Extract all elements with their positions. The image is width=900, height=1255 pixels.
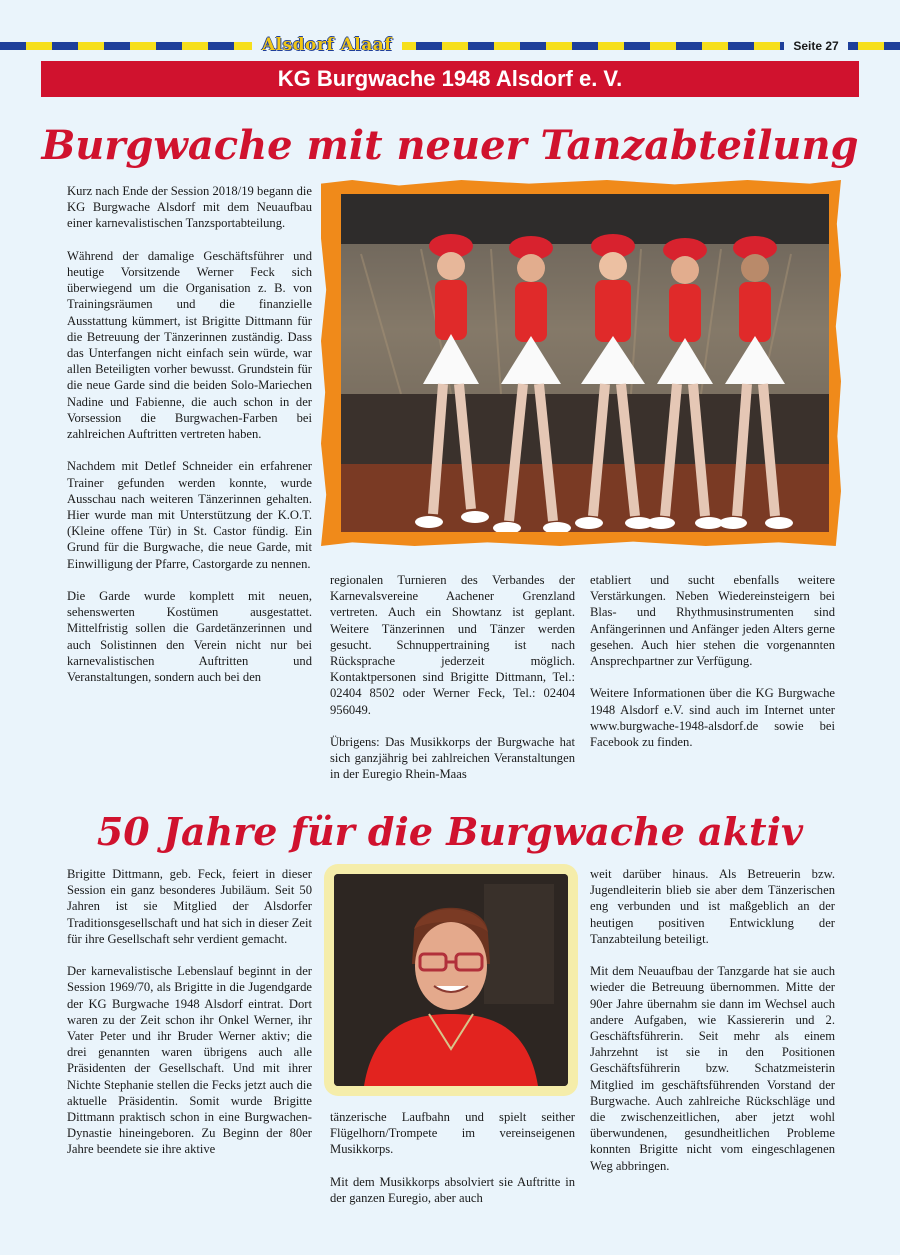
article1-paragraph: Während der damalige Geschäftsführer und heutige Vorsitzende Werner Feck sich überwiegend um die Organisation z. B. von Trainingsräumen und die finanzielle Ausstattung kümmert, ist Brigitte Dittmann für die Betreuung der Tänzerinnen zuständig. Dass das Unterfangen nicht einfach sein würde, war allen Beteiligten vorher bewusst. Grundstein für die neue Garde sind die beiden Solo-Mariechen Nadine und Fabienne, die auch schon in der Vorsession die Burgwachen-Farben bei zahlreichen Auftritten vertreten haben. [67,248,312,442]
photo-portrait [334,874,568,1086]
article1-paragraph: Die Garde wurde komplett mit neuen, sehenswerten Kostümen ausgestattet. Mittelfristig sollen die Gardetänzerinnen und auch Solistinnen den Verein nicht nur bei karnevalistischen Auftritten und Veranstaltungen, sondern auch bei den [67,589,312,685]
article1-column-2 [330,572,575,799]
article1-paragraph: Kurz nach Ende der Session 2018/19 begann die KG Burgwache Alsdorf mit dem Neuaufbau einer karnevalistischen Tanzsportabteilung. [67,184,312,231]
article2-paragraph: weit darüber hinaus. Als Betreuerin bzw. Jugendleiterin blieb sie aber dem Tänzerischen eng verbunden und ist maßgeblich an der heutigen positiven Entwicklung der Tanzabteilung beteiligt. [590,867,835,946]
dancers-illustration [341,194,829,532]
magazine-logo: Alsdorf Alaaf [252,34,402,56]
article1-paragraph: Nachdem mit Detlef Schneider ein erfahrener Trainer gefunden werden konnte, wurde Ausschau nach weiteren Tänzerinnen gehalten. Hier wurde man mit Unterstützung der K.O.T. (Kleine offene Tür) in St. Castor fündig. Ein Grund für die Burgwache, die neue Garde, mit Einwilligung der Pfarre, Castorgarde zu nennen. [67,459,312,571]
article2-paragraph: Der karnevalistische Lebenslauf beginnt in der Session 1969/70, als Brigitte in die Jugendgarde der KG Burgwache 1948 Alsdorf eintrat. Dort waren zu der Zeit schon ihr Onkel Werner, ihr Vater Peter und ihr Bruder Werner aktiv; die drei genannten waren übrigens auch alle Präsidenten der Gesellschaft. Und mit ihrer Nichte Stephanie stellen die Fecks jetzt auch die aktuelle Präsidentin. Somit wurde Brigitte Dittmann praktisch schon in eine Burgwachen-Dynastie hineingeboren. Zu Beginn der 80er Jahre beendete sie ihre aktive [67,964,312,1157]
article1-paragraph: Weitere Informationen über die KG Burgwache 1948 Alsdorf e.V. sind auch im Internet unter www.burgwache-1948-alsdorf.de sowie bei Facebook zu finden. [590,686,835,750]
article1-column-3 [590,572,835,766]
article2-column-3 [590,866,835,1190]
article2-paragraph: Mit dem Musikkorps absolviert sie Auftritte in der ganzen Euregio, aber auch [330,1174,575,1205]
article2-column-2 [330,1109,575,1222]
article2-paragraph: Mit dem Neuaufbau der Tanzgarde hat sie auch wieder die Betreuung übernommen. Mitte der 90er Jahre übernahm sie dann im Wechsel auch andere Aufgaben, wie Kassiererin und 2. Geschäftsführerin. Seit mehr als einem Jahrzehnt ist sie in den Positionen Geschäftsführerin bzw. Schatzmeisterin Mitglied im geschäftsführenden Vorstand der Burgwache. Auch zahlreiche Rückschläge und die zwischenzeitlichen, aber jetzt wohl überwundenen, gesundheitlichen Probleme konnten Brigitte nicht vom eingeschlagenen Weg abbringen. [590,964,835,1173]
article1-paragraph: regionalen Turnieren des Verbandes der Karnevalsvereine Aachener Grenzland vertreten. Auch ein Showtanz ist geplant. Weitere Tänzerinnen und Tänzer werden gesucht. Schnuppertraining ist nach Rücksprache jederzeit möglich. Kontaktpersonen sind Brigitte Dittmann, Tel.: 02404 8502 oder Werner Feck, Tel.: 02404 956049. [330,573,575,717]
article2-column-1 [67,866,312,1174]
portrait-illustration [334,874,568,1086]
article1-paragraph: Übrigens: Das Musikkorps der Burgwache hat sich ganzjährig bei zahlreichen Veranstaltungen in der Euregio Rhein-Maas [330,735,575,782]
page-number: Seite 27 [784,36,848,56]
article1-paragraph: etabliert und sucht ebenfalls weitere Verstärkungen. Neben Wiedereinsteigern bei Blas- und Rhythmusinstrumenten sind Anfängerinnen und Anfänger jeden Alters gerne gesehen. Auch hier stehen die vorgenannten Ansprechpartner zur Verfügung. [590,573,835,669]
article1-title: Burgwache mit neuer Tanzabteilung [41,122,859,169]
article2-title: 50 Jahre für die Burgwache aktiv [96,809,804,854]
article2-paragraph: Brigitte Dittmann, geb. Feck, feiert in dieser Session ein ganz besonderes Jubiläum. Seit 50 Jahren ist sie Mitglied der Alsdorfer Traditionsgesellschaft und hat sich in dieser Zeit für ihre Gesellschaft sehr verdient gemacht. [67,867,312,946]
article1-column-1 [67,183,312,701]
photo-dancers [341,194,829,532]
section-banner: KG Burgwache 1948 Alsdorf e. V. [41,61,859,97]
article2-paragraph: tänzerische Laufbahn und spielt seither Flügelhorn/Trompete im vereinseigenen Musikkorps. [330,1110,575,1157]
header-stripe [0,42,900,50]
